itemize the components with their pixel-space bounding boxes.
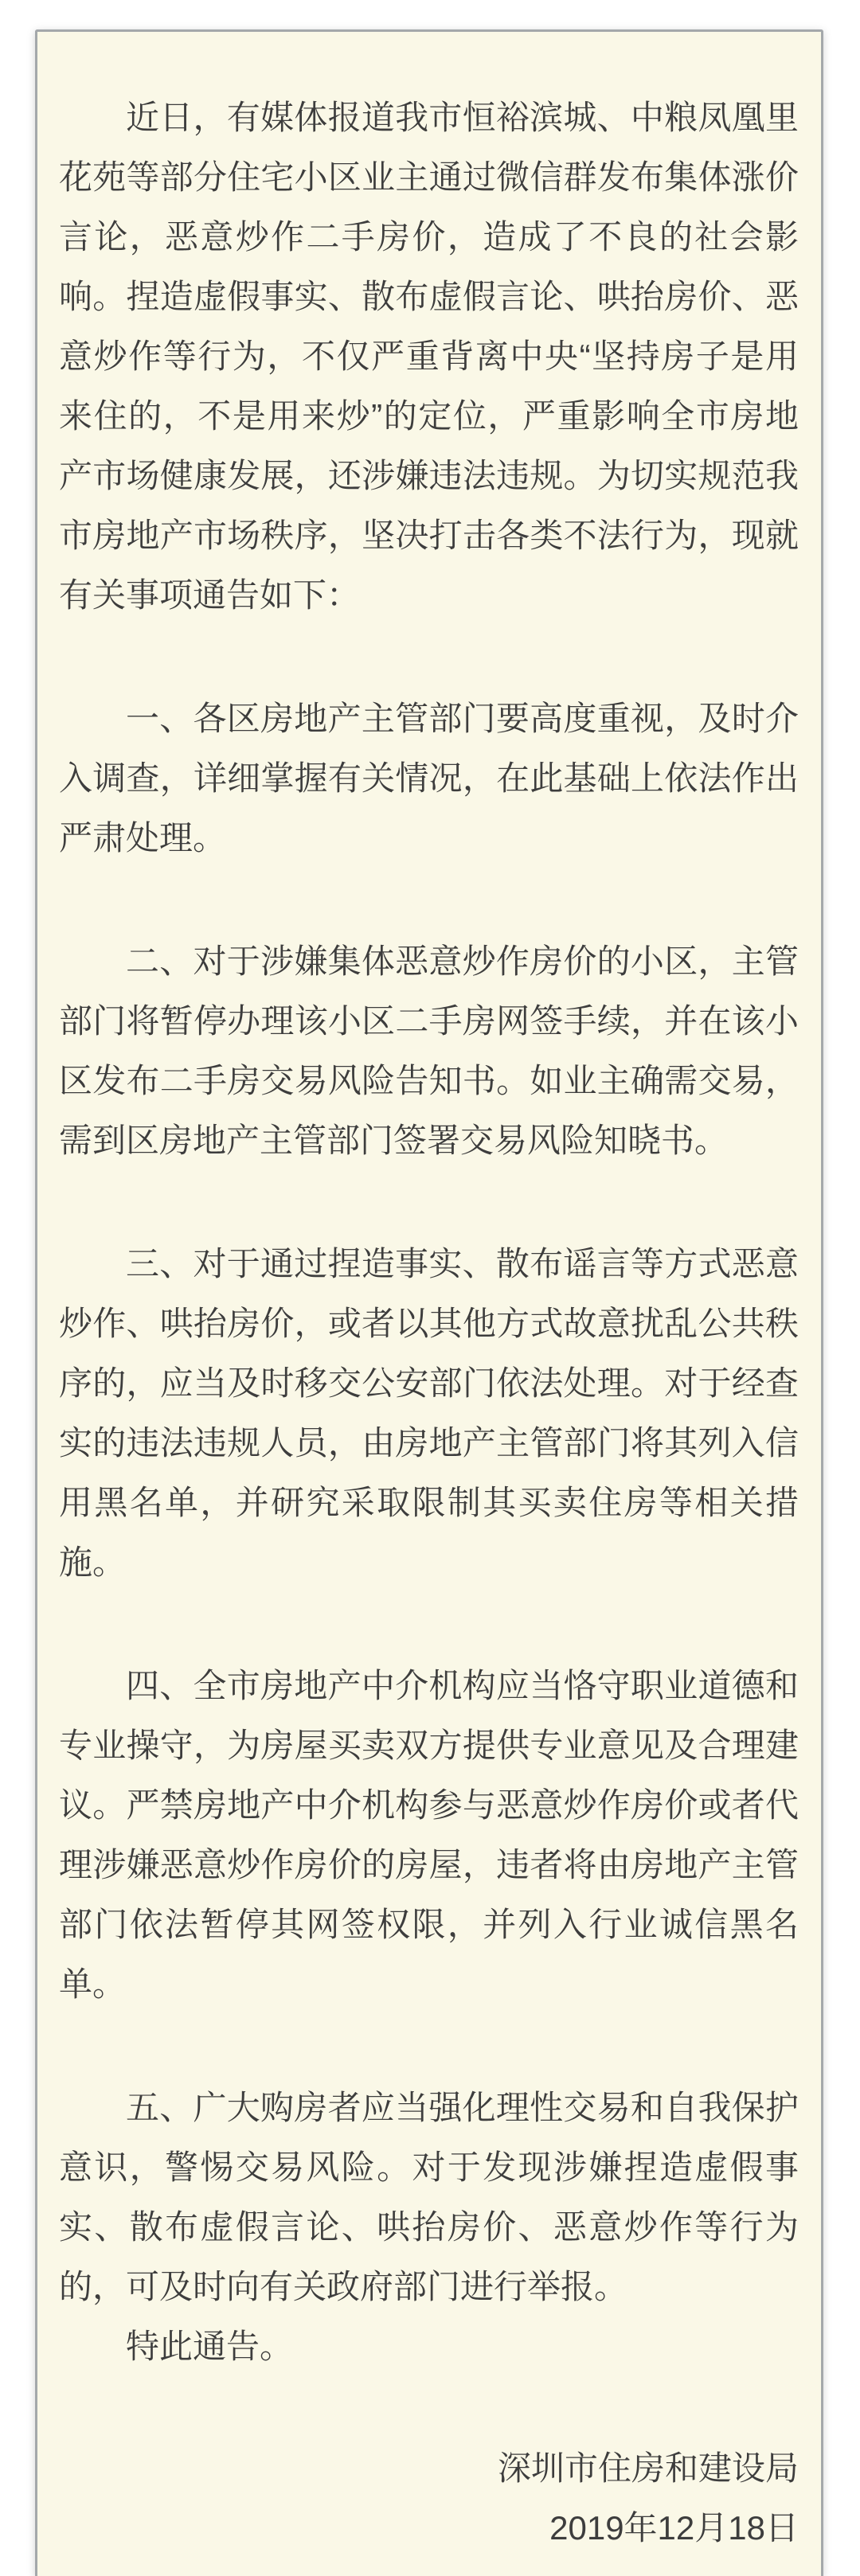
notice-closing: 特此通告。 xyxy=(126,2328,294,2365)
notice-paragraph-intro: 近日，有媒体报道我市恒裕滨城、中粮凤凰里花苑等部分住宅小区业主通过微信群发布集体涨价言论，恶意炒作二手房价，造成了不良的社会影响。捏造虚假事实、散布虚假言论、哄抬房价、恶意炒作等行为，不仅严重背离中央“坚持房子是用来住的，不是用来炒”的定位，严重影响全市房地产市场健康发展，还涉嫌违法违规。为切实规范我市房地产市场秩序，坚决打击各类不法行为，现就有关事项通告如下： xyxy=(59,99,799,614)
issue-date: 2019年12月18日 xyxy=(549,2509,799,2547)
signature-block xyxy=(59,2438,799,2558)
notice-paragraph-item-5: 五、广大购房者应当强化理性交易和自我保护意识，警惕交易风险。对于发现涉嫌捏造虚假事实、散布虚假言论、哄抬房价、恶意炒作等行为的，可及时向有关政府部门进行举报。 xyxy=(59,2089,799,2305)
issuer-name: 深圳市住房和建设局 xyxy=(497,2449,799,2487)
notice-paragraph-item-1: 一、各区房地产主管部门要高度重视，及时介入调查，详细掌握有关情况，在此基础上依法作出严肃处理。 xyxy=(59,700,799,857)
notice-document xyxy=(35,29,823,2576)
notice-paragraph-item-2: 二、对于涉嫌集体恶意炒作房价的小区，主管部门将暂停办理该小区二手房网签手续，并在该小区发布二手房交易风险告知书。如业主确需交易，需到区房地产主管部门签署交易风险知晓书。 xyxy=(59,943,799,1159)
notice-paragraph-item-3: 三、对于通过捏造事实、散布谣言等方式恶意炒作、哄抬房价，或者以其他方式故意扰乱公共秩序的，应当及时移交公安部门依法处理。对于经查实的违法违规人员，由房地产主管部门将其列入信用黑名单，并研究采取限制其买卖住房等相关措施。 xyxy=(59,1245,799,1581)
notice-paragraph-item-4: 四、全市房地产中介机构应当恪守职业道德和专业操守，为房屋买卖双方提供专业意见及合理建议。严禁房地产中介机构参与恶意炒作房价或者代理涉嫌恶意炒作房价的房屋，违者将由房地产主管部门依法暂停其网签权限，并列入行业诚信黑名单。 xyxy=(59,1667,799,2003)
